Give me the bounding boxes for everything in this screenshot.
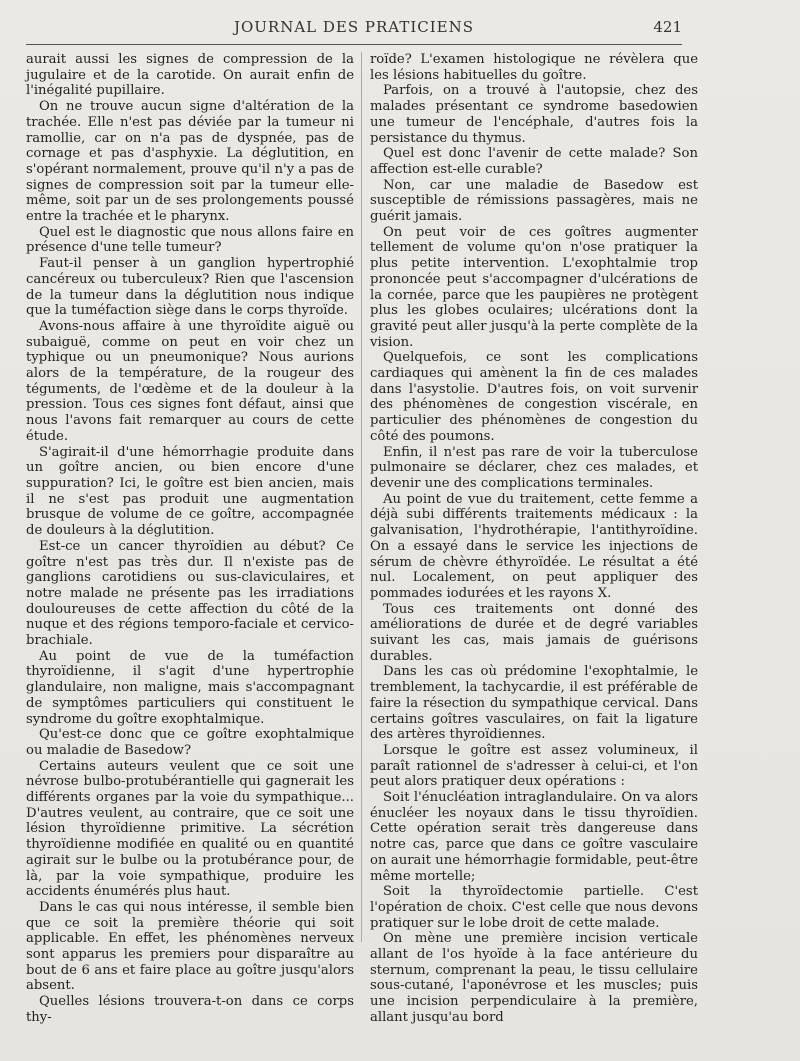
paragraph: Est-ce un cancer thyroïdien au début? Ce goître n'est pas très dur. Il n'existe pas de ganglions carotidiens ou sus-claviculaires, et notre malade ne présente pas les irradiations douloureuses de cette affection du côté de la nuque et des régions temporo-faciale et cervico-brachiale. <box>26 538 354 649</box>
paragraph: Lorsque le goître est assez volumineux, il paraît rationnel de s'adresser à celui-ci, et l'on peut alors pratiquer deux opérations : <box>370 742 698 790</box>
paragraph: On peut voir de ces goîtres augmenter tellement de volume qu'on n'ose pratiquer la plus petite intervention. L'exophtalmie trop prononcée peut s'accompagner d'ulcérations de la cornée, parce que les paupières ne protègent plus les globes oculaires; ulcérations dont la gravité peut aller jusqu'à la perte complète de la vision. <box>370 224 698 350</box>
paragraph: aurait aussi les signes de compression de la jugulaire et de la carotide. On aurait enfin de l'inégalité pupillaire. <box>26 52 354 99</box>
paragraph: On mène une première incision verticale allant de l'os hyoïde à la face antérieure du sternum, comprenant la peau, le tissu cellulaire sous-cutané, l'aponévrose et les muscles; puis une incision perpendiculaire à la première, allant jusqu'au bord <box>370 931 698 1025</box>
paragraph: roïde? L'examen histologique ne révèlera que les lésions habituelles du goître. <box>370 52 698 83</box>
paragraph: Parfois, on a trouvé à l'autopsie, chez des malades présentant ce syndrome basedowien une tumeur de l'encéphale, d'autres fois la persistance du thymus. <box>370 83 698 146</box>
journal-title: JOURNAL DES PRATICIENS <box>233 18 475 36</box>
paragraph: Quelquefois, ce sont les complications cardiaques qui amènent la fin de ces malades dans l'asystolie. D'autres fois, on voit survenir des phénomènes de congestion viscérale, en particulier des phénomènes de congestion du côté des poumons. <box>370 350 698 444</box>
paragraph: S'agirait-il d'une hémorrhagie produite dans un goître ancien, ou bien encore d'une suppuration? Ici, le goître est bien ancien, mais il ne s'est pas produit une augmentation brusque de volume de ce goître, accompagnée de douleurs à la déglutition. <box>26 444 354 539</box>
paragraph: Quelles lésions trouvera-t-on dans ce corps thy- <box>26 994 354 1025</box>
paragraph: Faut-il penser à un ganglion hypertrophié cancéreux ou tuberculeux? Rien que l'ascension de la tumeur dans la déglutition nous indique que la tuméfaction siège dans le corps thyroïde. <box>26 256 354 319</box>
header-rule <box>26 44 682 45</box>
page-number: 421 <box>653 18 682 36</box>
paragraph: Au point de vue de la tuméfaction thyroïdienne, il s'agit d'une hypertrophie glandulaire, non maligne, mais s'accompagnant de symptômes particuliers qui constituent le syndrome du goître exophtalmique. <box>26 648 354 727</box>
paragraph: Quel est donc l'avenir de cette malade? Son affection est-elle curable? <box>370 146 698 177</box>
paragraph: Soit la thyroïdectomie partielle. C'est l'opération de choix. C'est celle que nous devons pratiquer sur le lobe droit de cette malade. <box>370 884 698 931</box>
paragraph: Certains auteurs veulent que ce soit une névrose bulbo-protubérantielle qui gagnerait les différents organes par la voie du sympathique... D'autres veulent, au contraire, que ce soit une lésion thyroïdienne primitive. La sécrétion thyroïdienne modifiée en qualité ou en quantité agirait sur le bulbe ou la protubérance pour, de là, par la voie sympathique, produire les accidents énumérés plus haut. <box>26 758 354 900</box>
paragraph: Quel est le diagnostic que nous allons faire en présence d'une telle tumeur? <box>26 224 354 256</box>
paragraph: Non, car une maladie de Basedow est susceptible de rémissions passagères, mais ne guérit jamais. <box>370 177 698 225</box>
paragraph: Dans les cas où prédomine l'exophtalmie, le tremblement, la tachycardie, il est préférable de faire la résection du sympathique cervical. Dans certains goîtres vasculaires, on fait la ligature des artères thyroïdiennes. <box>370 664 698 743</box>
paragraph: Soit l'énucléation intraglandulaire. On va alors énucléer les noyaux dans le tissu thyroïdien. Cette opération serait très dangereuse dans notre cas, parce que dans ce goître vasculaire on aurait une hémorrhagie formidable, peut-être même mortelle; <box>370 790 698 884</box>
paragraph: On ne trouve aucun signe d'altération de la trachée. Elle n'est pas déviée par la tumeur ni ramollie, car on n'a pas de dyspnée, pas de cornage et pas d'asphyxie. La déglutition, en s'opérant normalement, prouve qu'il n'y a pas de signes de compression soit par la tumeur elle-même, soit par un de ses prolongements poussé entre la trachée et le pharynx. <box>26 99 354 225</box>
paragraph: Dans le cas qui nous intéresse, il semble bien que ce soit la première théorie qui soit applicable. En effet, les phénomènes nerveux sont apparus les premiers pour disparaître au bout de 6 ans et faire place au goître jusqu'alors absent. <box>26 899 354 994</box>
column-divider <box>361 52 362 942</box>
paragraph: Enfin, il n'est pas rare de voir la tuberculose pulmonaire se déclarer, chez ces malades, et devenir une des complications terminales. <box>370 444 698 491</box>
paragraph: Qu'est-ce donc que ce goître exophtalmique ou maladie de Basedow? <box>26 727 354 758</box>
paragraph: Au point de vue du traitement, cette femme a déjà subi différents traitements médicaux : la galvanisation, l'hydrothérapie, l'antithyroïdine. On a essayé dans le service les injections de sérum de chèvre éthyroïdée. Le résultat a été nul. Localement, on peut appliquer des pommades iodurées et les rayons X. <box>370 491 698 601</box>
paragraph: Avons-nous affaire à une thyroïdite aiguë ou subaiguë, comme on peut en voir chez un typhique ou un pneumonique? Nous aurions alors de la température, de la rougeur des téguments, de l'œdème et de la douleur à la pression. Tous ces signes font défaut, ainsi que nous l'avons fait remarquer au cours de cette étude. <box>26 318 354 444</box>
running-header <box>26 18 682 44</box>
paragraph: Tous ces traitements ont donné des améliorations de durée et de degré variables suivant les cas, mais jamais de guérisons durables. <box>370 601 698 664</box>
left-column <box>26 52 354 1026</box>
right-column <box>370 52 698 1026</box>
